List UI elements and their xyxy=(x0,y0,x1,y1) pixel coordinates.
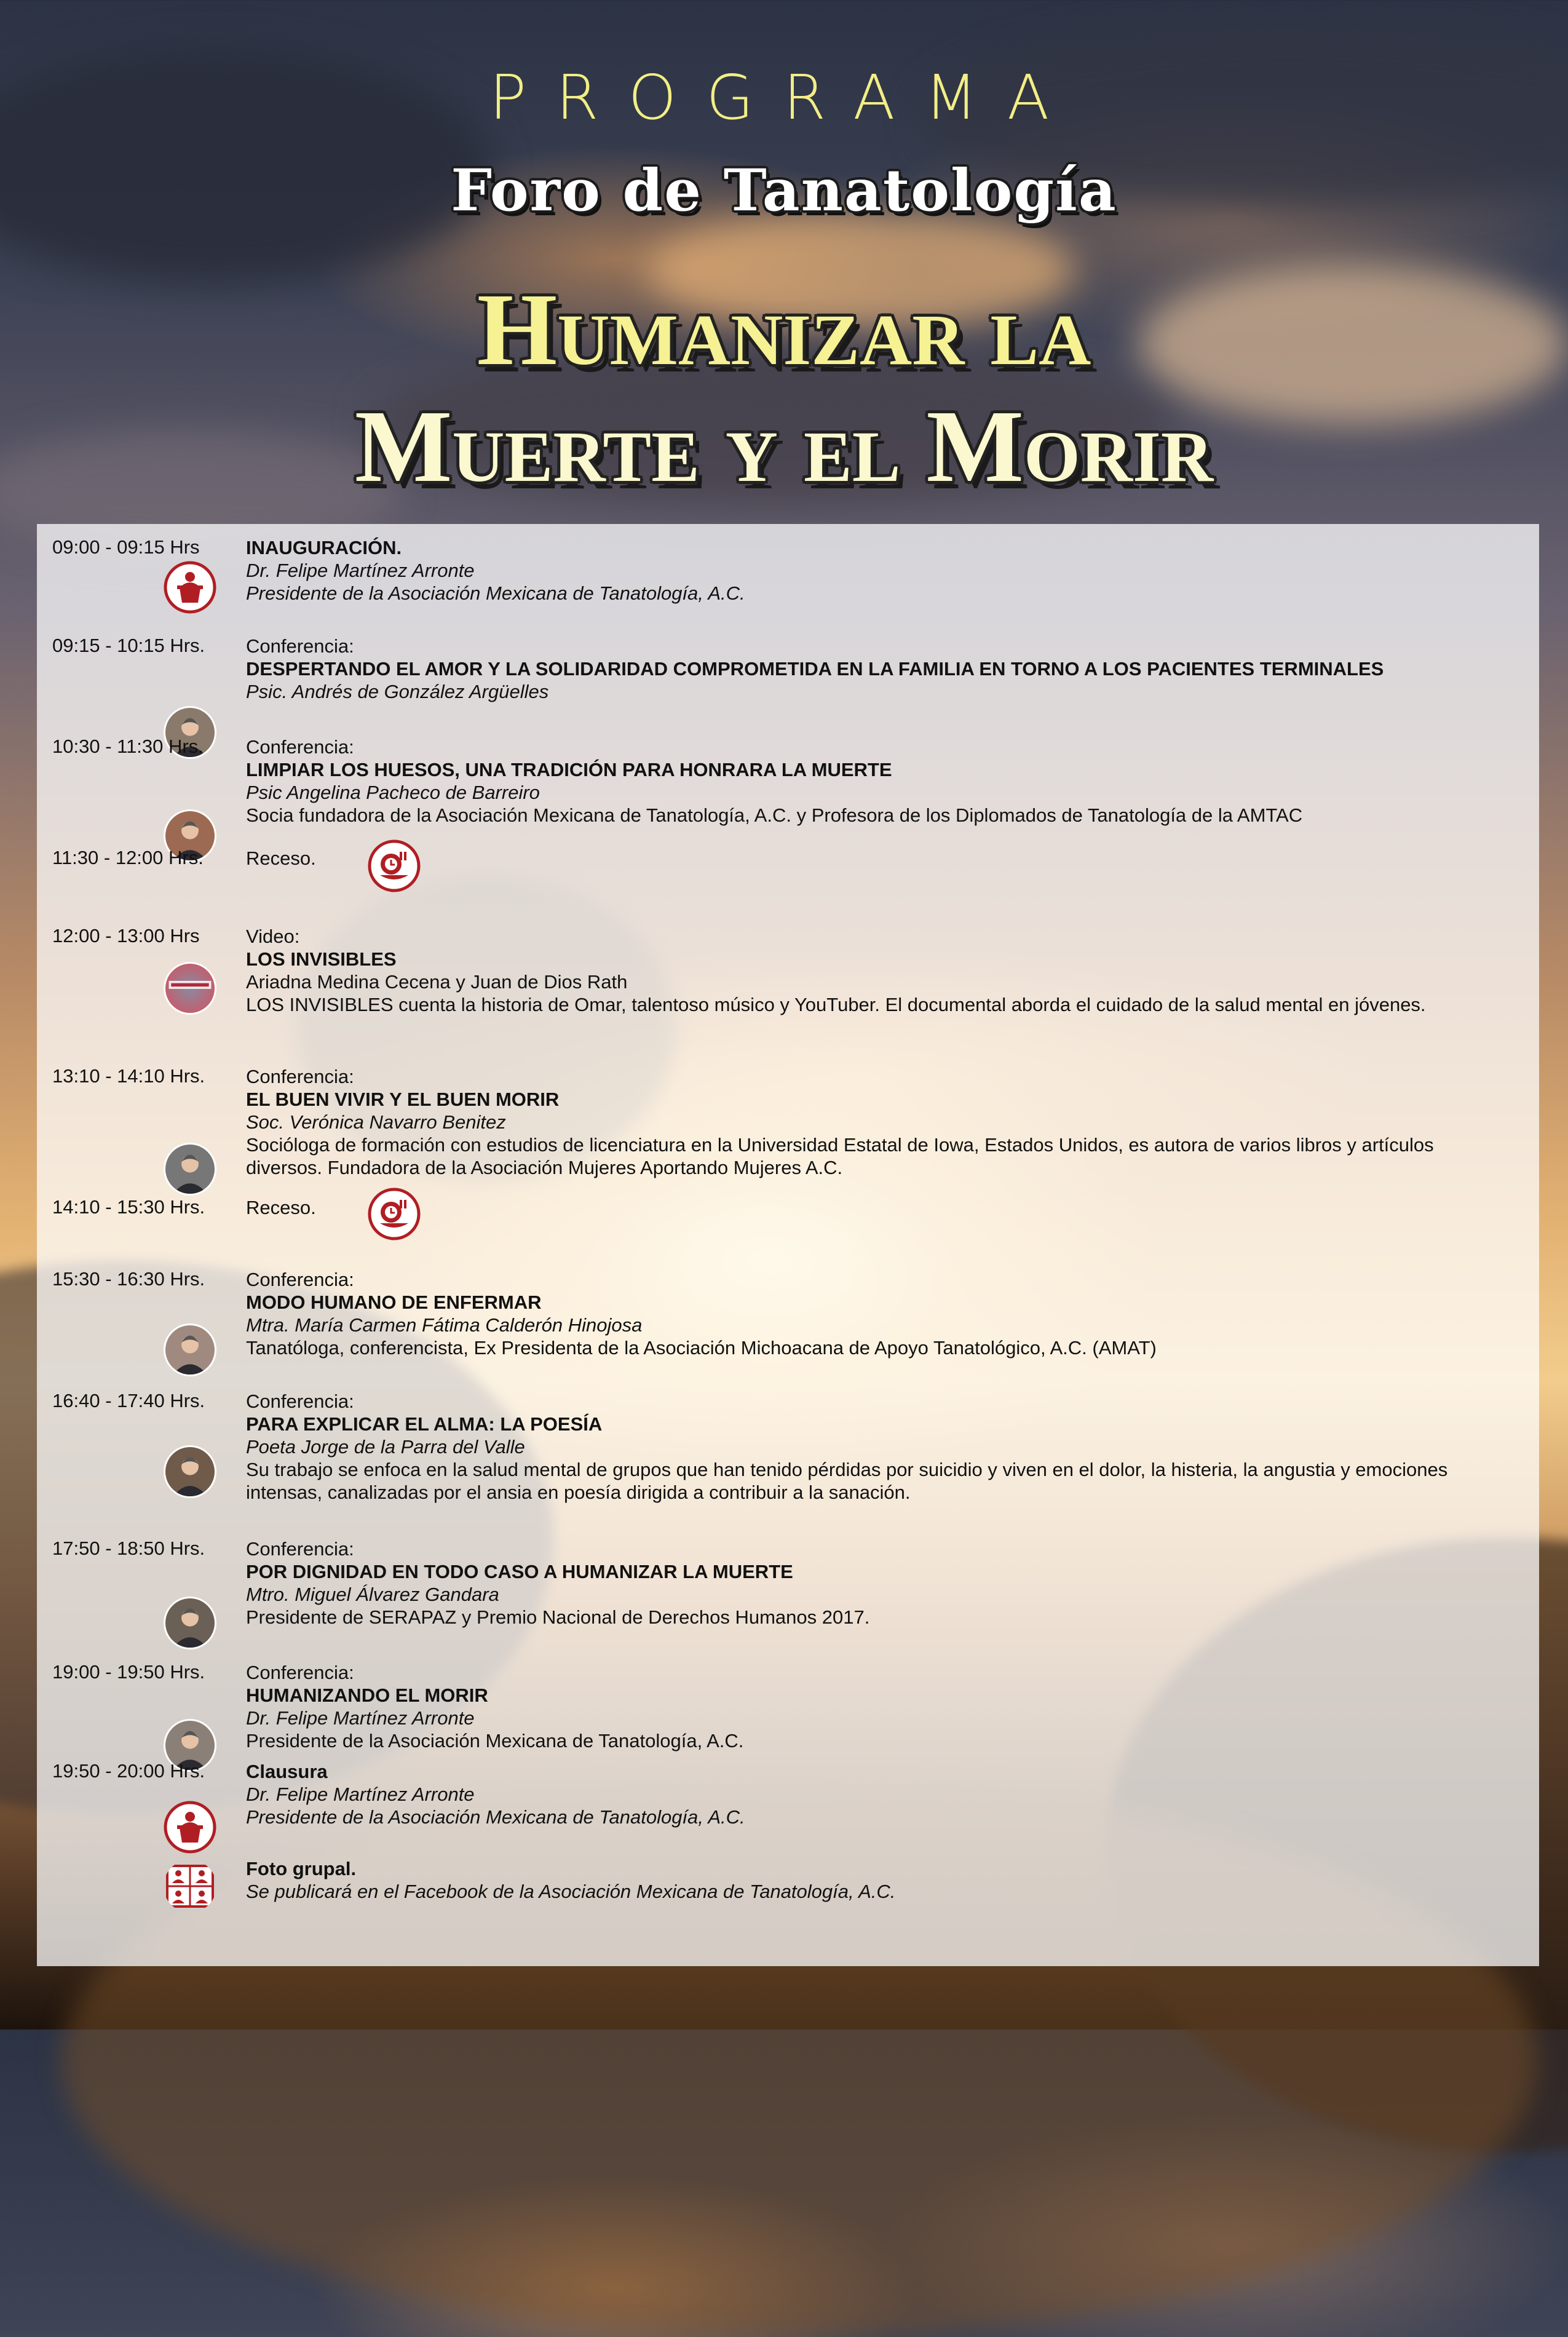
podium-speaker-icon xyxy=(164,561,216,614)
item-title: MODO HUMANO DE ENFERMAR xyxy=(246,1292,542,1313)
forum-title: Foro de Tanatología xyxy=(451,157,1117,224)
video-thumbnail xyxy=(164,962,216,1015)
item-title: LIMPIAR LOS HUESOS, UNA TRADICIÓN PARA HONRARA LA MUERTE xyxy=(246,759,892,780)
item-content xyxy=(246,1065,1513,1179)
item-content xyxy=(246,635,1513,703)
item-text: Conferencia: xyxy=(246,1269,354,1290)
item-content xyxy=(246,1268,1513,1359)
item-time: 09:00 - 09:15 Hrs xyxy=(52,536,200,558)
item-speaker: Psic Angelina Pacheco de Barreiro xyxy=(246,782,540,803)
item-text: Conferencia: xyxy=(246,1662,354,1683)
item-title: DESPERTANDO EL AMOR Y LA SOLIDARIDAD COMPROMETIDA EN LA FAMILIA EN TORNO A LOS PACIENTES TERMINALES xyxy=(246,658,1384,680)
item-speaker: Mtro. Miguel Álvarez Gandara xyxy=(246,1584,499,1605)
item-text: Ariadna Medina Cecena y Juan de Dios Rath xyxy=(246,971,628,993)
item-speaker: Soc. Verónica Navarro Benitez xyxy=(246,1111,506,1133)
item-title: PARA EXPLICAR EL ALMA: LA POESÍA xyxy=(246,1413,603,1435)
item-speaker: Presidente de la Asociación Mexicana de Tanatología, A.C. xyxy=(246,582,745,604)
item-time: 12:00 - 13:00 Hrs xyxy=(52,925,200,946)
item-text: Video: xyxy=(246,926,300,947)
item-text: Receso. xyxy=(246,847,316,869)
item-content xyxy=(246,1857,1513,1903)
item-speaker: Se publicará en el Facebook de la Asociación Mexicana de Tanatología, A.C. xyxy=(246,1881,896,1902)
item-time: 19:50 - 20:00 Hrs. xyxy=(52,1760,205,1782)
item-content xyxy=(246,1661,1513,1752)
item-speaker: Mtra. María Carmen Fátima Calderón Hinojosa xyxy=(246,1314,643,1336)
item-text: Su trabajo se enfoca en la salud mental de grupos que han tenido pérdidas por suicidio y viven en el dolor, la histeria, la angustia y emociones intensas, canalizadas por el ansia en poesía dirigida a contribuir a la sanación. xyxy=(246,1459,1448,1503)
item-content xyxy=(246,925,1513,1016)
item-time: 10:30 - 11:30 Hrs. xyxy=(52,736,204,757)
item-content xyxy=(246,1390,1513,1504)
item-text: Conferencia: xyxy=(246,736,354,758)
item-text: LOS INVISIBLES cuenta la historia de Omar, talentoso músico y YouTuber. El documental aborda el cuidado de la salud mental en jóvenes. xyxy=(246,994,1426,1015)
item-speaker: Dr. Felipe Martínez Arronte xyxy=(246,1707,475,1729)
speaker-photo xyxy=(164,1143,216,1196)
item-speaker: Presidente de la Asociación Mexicana de Tanatología, A.C. xyxy=(246,1806,745,1828)
event-title-line1: Humanizar la xyxy=(477,272,1091,387)
speaker-photo xyxy=(164,1597,216,1649)
item-text: Conferencia: xyxy=(246,1538,354,1560)
speaker-photo xyxy=(164,1323,216,1376)
item-title: EL BUEN VIVIR Y EL BUEN MORIR xyxy=(246,1089,560,1110)
item-time: 09:15 - 10:15 Hrs. xyxy=(52,635,205,656)
item-content xyxy=(246,1760,1513,1828)
item-text: Conferencia: xyxy=(246,1066,354,1087)
item-title: Clausura xyxy=(246,1761,328,1782)
item-speaker: Dr. Felipe Martínez Arronte xyxy=(246,1784,475,1805)
item-time: 19:00 - 19:50 Hrs. xyxy=(52,1661,205,1683)
item-title: HUMANIZANDO EL MORIR xyxy=(246,1684,488,1706)
item-speaker: Poeta Jorge de la Parra del Valle xyxy=(246,1436,525,1458)
speaker-photo xyxy=(164,1445,216,1498)
programa-heading: PROGRAMA xyxy=(489,62,1079,133)
item-text: Presidente de SERAPAZ y Premio Nacional de Derechos Humanos 2017. xyxy=(246,1606,870,1628)
item-content xyxy=(246,536,1513,605)
item-content xyxy=(246,847,1513,870)
item-text: Receso. xyxy=(246,1197,316,1218)
item-title: POR DIGNIDAD EN TODO CASO A HUMANIZAR LA MUERTE xyxy=(246,1561,793,1582)
item-text: Conferencia: xyxy=(246,1391,354,1412)
item-text: Tanatóloga, conferencista, Ex Presidenta de la Asociación Michoacana de Apoyo Tanatológico, A.C. (AMAT) xyxy=(246,1337,1157,1359)
event-title-line2: Muerte y el Morir xyxy=(354,389,1214,504)
item-text: Conferencia: xyxy=(246,635,354,657)
item-time: 17:50 - 18:50 Hrs. xyxy=(52,1538,205,1559)
item-content xyxy=(246,1196,1513,1219)
item-content xyxy=(246,1538,1513,1629)
item-title: LOS INVISIBLES xyxy=(246,948,397,970)
program-panel xyxy=(37,524,1539,1966)
item-text: Socióloga de formación con estudios de licenciatura en la Universidad Estatal de Iowa, Estados Unidos, es autora de varios libros y artículos diversos. Fundadora de la Asociación Mujeres Aportando Mujeres A.C. xyxy=(246,1134,1434,1178)
item-text: Presidente de la Asociación Mexicana de Tanatología, A.C. xyxy=(246,1730,744,1752)
item-time: 15:30 - 16:30 Hrs. xyxy=(52,1268,205,1290)
item-time: 13:10 - 14:10 Hrs. xyxy=(52,1065,205,1087)
item-content xyxy=(246,736,1513,827)
item-speaker: Dr. Felipe Martínez Arronte xyxy=(246,560,475,581)
item-speaker: Psic. Andrés de González Argüelles xyxy=(246,681,549,702)
group-photo-icon xyxy=(164,1860,216,1913)
podium-speaker-icon xyxy=(164,1801,216,1854)
item-title: Foto grupal. xyxy=(246,1858,357,1879)
item-text: Socia fundadora de la Asociación Mexicana de Tanatología, A.C. y Profesora de los Diplomados de Tanatología de la AMTAC xyxy=(246,804,1303,826)
item-time: 14:10 - 15:30 Hrs. xyxy=(52,1196,205,1218)
item-time: 11:30 - 12:00 Hrs. xyxy=(52,847,204,868)
item-time: 16:40 - 17:40 Hrs. xyxy=(52,1390,205,1411)
item-title: INAUGURACIÓN. xyxy=(246,537,402,558)
